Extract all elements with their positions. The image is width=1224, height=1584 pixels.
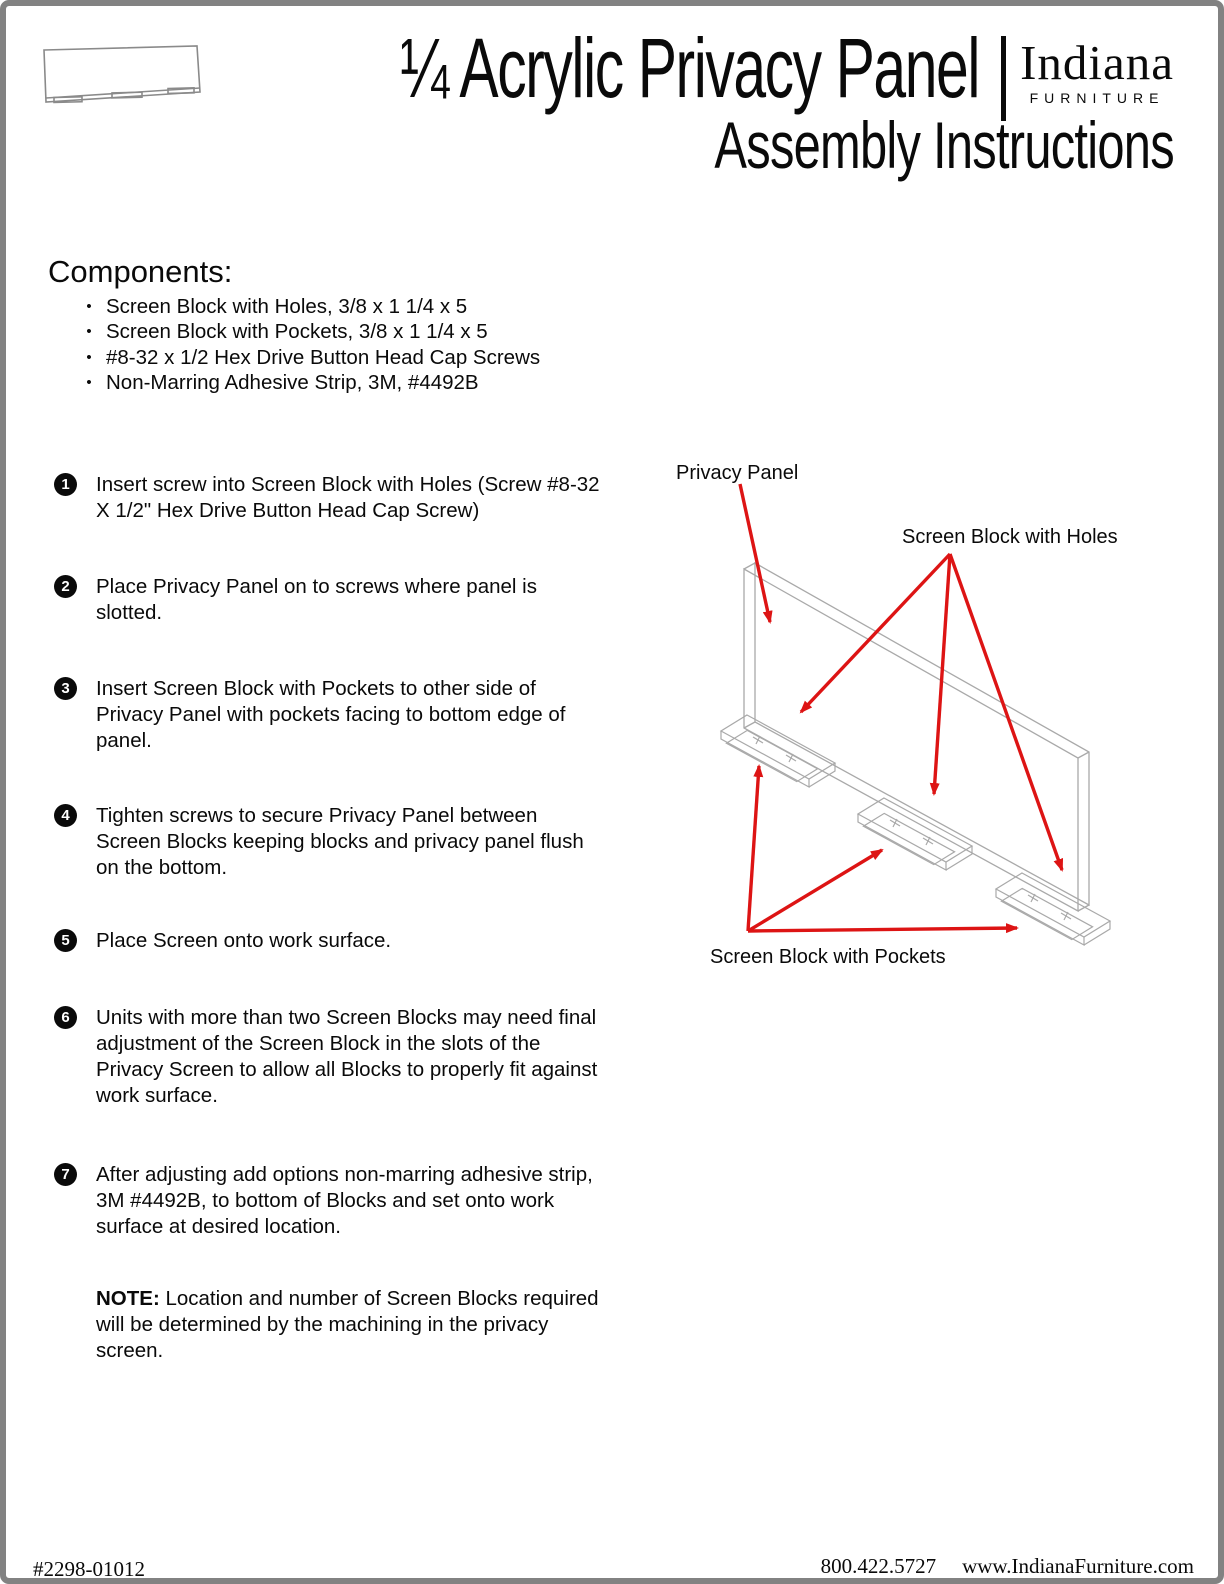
panel-sketch-icon xyxy=(34,34,214,118)
bullet-icon: • xyxy=(86,348,92,366)
panel-wireframe xyxy=(744,563,1089,911)
components-heading: Components: xyxy=(48,254,233,289)
footer-phone: 800.422.5727 xyxy=(820,1554,937,1578)
step-number-badge: 2 xyxy=(54,575,77,598)
step-row xyxy=(54,928,614,954)
arrow-holes-right xyxy=(950,554,1062,870)
step-number-badge: 6 xyxy=(54,1006,77,1029)
arrow-pockets-right xyxy=(748,928,1017,931)
step-text: Insert Screen Block with Pockets to other side of Privacy Panel with pockets facing to bottom edge of panel. xyxy=(96,677,566,752)
note-text: Location and number of Screen Blocks required will be determined by the machining in the privacy screen. xyxy=(96,1287,599,1362)
page-title: ¼ Acrylic Privacy Panel xyxy=(400,21,979,115)
step-row xyxy=(54,1005,614,1109)
step-text: Place Privacy Panel on to screws where panel is slotted. xyxy=(96,575,537,624)
step-text: Units with more than two Screen Blocks may need final adjustment of the Screen Block in the slots of the Privacy Screen to allow all Blocks to properly fit against work surface. xyxy=(96,1006,598,1107)
screen-block-middle xyxy=(858,798,972,870)
step-text: Place Screen onto work surface. xyxy=(96,929,392,952)
step-row xyxy=(54,1162,614,1240)
brand-logo xyxy=(1020,35,1174,106)
step-number-badge: 4 xyxy=(54,804,77,827)
note-label: NOTE: xyxy=(96,1287,160,1310)
arrow-pockets-left xyxy=(748,766,759,931)
diagram-label-screen-block-pockets: Screen Block with Pockets xyxy=(710,946,946,968)
step-row xyxy=(54,676,614,754)
components-list xyxy=(72,294,540,396)
diagram-label-screen-block-holes: Screen Block with Holes xyxy=(902,526,1118,548)
footer-website: www.IndianaFurniture.com xyxy=(962,1554,1194,1578)
step-text: After adjusting add options non-marring adhesive strip, 3M #4492B, to bottom of Blocks and set onto work surface at desired location. xyxy=(96,1163,593,1238)
step-number-badge: 5 xyxy=(54,929,77,952)
doc-number: #2298-01012 xyxy=(33,1557,145,1581)
brand-furniture-label: FURNITURE xyxy=(1029,90,1165,106)
assembly-diagram xyxy=(646,446,1224,986)
step-text: Tighten screws to secure Privacy Panel between Screen Blocks keeping blocks and privacy panel flush on the bottom. xyxy=(96,804,584,879)
step-row xyxy=(54,574,614,626)
step-number-badge: 3 xyxy=(54,677,77,700)
bullet-icon: • xyxy=(86,323,92,341)
bullet-icon: • xyxy=(86,374,92,392)
screen-block-left xyxy=(721,715,835,787)
bullet-icon: • xyxy=(86,298,92,315)
component-item: • Screen Block with Pockets, 3/8 x 1 1/4 x 5 xyxy=(72,319,540,344)
note xyxy=(96,1286,604,1364)
step-row xyxy=(54,472,614,524)
component-item: • Screen Block with Holes, 3/8 x 1 1/4 x 5 xyxy=(72,294,540,319)
step-row xyxy=(54,803,614,881)
step-number-badge: 7 xyxy=(54,1163,77,1186)
step-number-badge: 1 xyxy=(54,473,77,496)
arrow-holes-left xyxy=(801,554,950,712)
page-subtitle: Assembly Instructions xyxy=(714,108,1174,182)
footer-contact xyxy=(821,1554,1194,1579)
diagram-label-privacy-panel: Privacy Panel xyxy=(676,462,799,484)
component-item: • Non-Marring Adhesive Strip, 3M, #4492B xyxy=(72,370,540,395)
arrow-pockets-middle xyxy=(748,850,882,931)
component-item: • #8-32 x 1/2 Hex Drive Button Head Cap Screws xyxy=(72,345,540,370)
step-text: Insert screw into Screen Block with Holes (Screw #8-32 X 1/2" Hex Drive Button Head Cap Screw) xyxy=(96,473,600,522)
screen-block-right xyxy=(996,873,1110,945)
brand-name: Indiana xyxy=(1020,35,1174,90)
arrow-holes-middle xyxy=(934,554,950,794)
